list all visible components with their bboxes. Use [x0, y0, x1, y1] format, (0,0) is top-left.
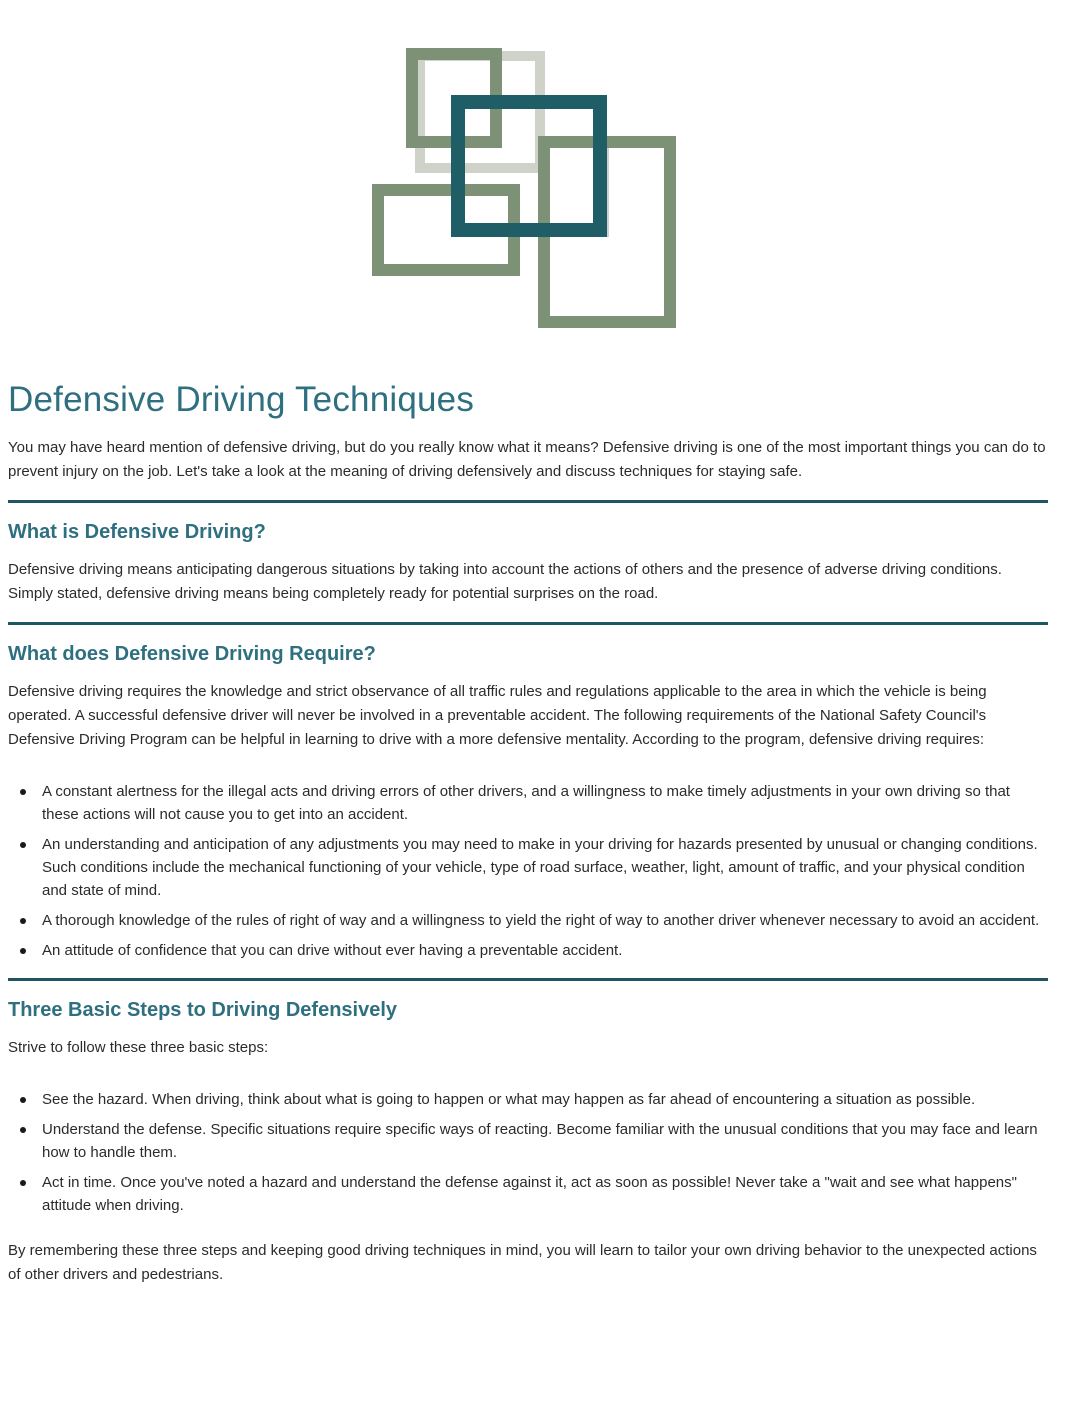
- intro-paragraph: You may have heard mention of defensive driving, but do you really know what it means? Defensive driving is one of the most important things you can do to prevent injury on the job. Let's take a look at the meaning of driving defensively and discuss techniques for staying safe.: [8, 439, 1046, 480]
- list-item: [8, 939, 1048, 962]
- section-what-is: [8, 521, 1048, 606]
- bullet-icon: [20, 918, 26, 924]
- section-divider: [8, 978, 1048, 981]
- list-item-text: An attitude of confidence that you can drive without ever having a preventable accident.: [42, 942, 623, 959]
- list-item: [8, 833, 1048, 902]
- bullet-icon: [20, 1097, 26, 1103]
- section-paragraph: Defensive driving means anticipating dangerous situations by taking into account the actions of others and the presence of adverse driving conditions. Simply stated, defensive driving means being completely ready for potential surprises on the road.: [8, 561, 1002, 602]
- logo-light-square-a: [420, 56, 540, 168]
- section-divider: [8, 622, 1048, 625]
- section-heading: Three Basic Steps to Driving Defensively: [8, 999, 398, 1021]
- list-item: [8, 780, 1048, 826]
- list-item-text: An understanding and anticipation of any adjustments you may need to make in your driving for hazards presented by unusual or changing conditions. Such conditions include the mechanical functioning of your vehicle, type of road surface, weather, light, amount of traffic, and your physical condition and state of mind.: [42, 836, 1038, 899]
- bullet-icon: [20, 842, 26, 848]
- section-heading: What does Defensive Driving Require?: [8, 643, 376, 665]
- list-item: [8, 1118, 1048, 1164]
- list-item-text: See the hazard. When driving, think about what is going to happen or what may happen as far ahead of encountering a situation as possible.: [42, 1091, 976, 1108]
- bullet-icon: [20, 1180, 26, 1186]
- steps-list: [8, 1088, 1048, 1217]
- bullet-icon: [20, 948, 26, 954]
- section-paragraph: Strive to follow these three basic steps:: [8, 1039, 269, 1056]
- section-heading: What is Defensive Driving?: [8, 521, 266, 543]
- closing-paragraph: By remembering these three steps and keeping good driving techniques in mind, you will learn to tailor your own driving behavior to the unexpected actions of other drivers and pedestrians.: [8, 1242, 1037, 1283]
- section-paragraph: Defensive driving requires the knowledge and strict observance of all traffic rules and regulations applicable to the area in which the vehicle is being operated. A successful defensive driver will never be involved in a preventable accident. The following requirements of the National Safety Council's Defensive Driving Program can be helpful in learning to drive with a more defensive mentality. According to the program, defensive driving requires:: [8, 683, 987, 748]
- list-item-text: A thorough knowledge of the rules of right of way and a willingness to yield the right of way to another driver whenever necessary to avoid an accident.: [42, 912, 1040, 929]
- list-item: [8, 1088, 1048, 1111]
- section-three-steps: [8, 999, 1048, 1287]
- list-item: [8, 1171, 1048, 1217]
- list-item-text: Act in time. Once you've noted a hazard and understand the defense against it, act as soon as possible! Never take a "wait and see what happens" attitude when driving.: [42, 1174, 1017, 1214]
- document-body: [8, 380, 1048, 1287]
- list-item: [8, 909, 1048, 932]
- list-item-text: Understand the defense. Specific situations require specific ways of reacting. Become familiar with the unusual conditions that you may face and learn how to handle them.: [42, 1121, 1038, 1161]
- bullet-icon: [20, 1127, 26, 1133]
- document-title: Defensive Driving Techniques: [8, 380, 475, 419]
- requirements-list: [8, 780, 1048, 962]
- bullet-icon: [20, 789, 26, 795]
- section-requirements: [8, 643, 1048, 962]
- squares-logo: [360, 40, 690, 340]
- section-divider: [8, 500, 1048, 503]
- list-item-text: A constant alertness for the illegal acts and driving errors of other drivers, and a willingness to make timely adjustments in your own driving so that these actions will not cause you to get into an accident.: [42, 783, 1010, 823]
